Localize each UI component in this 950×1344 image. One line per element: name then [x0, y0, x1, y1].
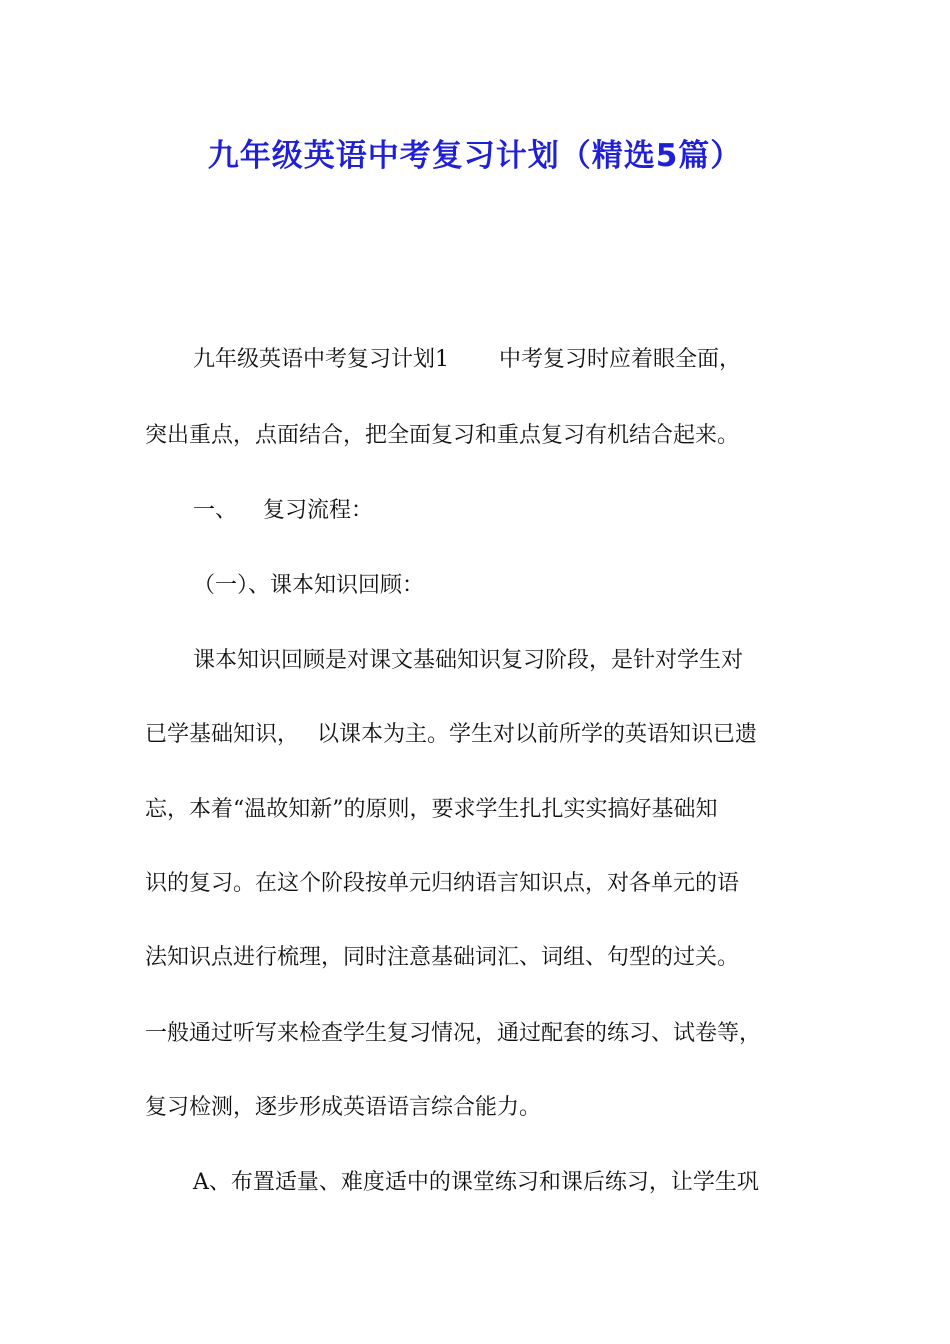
paragraph-line-2: 突出重点，点面结合，把全面复习和重点复习有机结合起来。 — [145, 423, 740, 448]
paragraph-line-1 — [193, 345, 883, 375]
text-span: 中考复习时应着眼全面， — [499, 347, 742, 372]
paragraph-line-10: 一般通过听写来检查学生复习情况，通过配套的练习、试卷等， — [145, 1021, 762, 1046]
section-heading: 复习流程： — [263, 498, 374, 523]
paragraph-line-11: 复习检测，逐步形成英语语言综合能力。 — [145, 1095, 542, 1120]
section-heading: 九年级英语中考复习计划1 — [193, 347, 449, 372]
paragraph-line-8: 识的复习。在这个阶段按单元归纳语言知识点，对各单元的语 — [145, 871, 740, 896]
paragraph-line-7: 忘，本着“温故知新”的原则，要求学生扎扎实实搞好基础知 — [145, 797, 718, 822]
paragraph-line-4: （一）、课本知识回顾： — [193, 573, 425, 598]
paragraph-line-3 — [193, 496, 883, 526]
paragraph-line-5: 课本知识回顾是对课文基础知识复习阶段，是针对学生对 — [193, 648, 744, 673]
document-title: 九年级英语中考复习计划（精选5篇） — [207, 138, 743, 174]
text-span: 以课本为主。学生对以前所学的英语知识已遗 — [317, 722, 758, 747]
list-number: 一、 — [193, 498, 238, 523]
paragraph-line-9: 法知识点进行梳理，同时注意基础词汇、词组、句型的过关。 — [145, 945, 740, 970]
paragraph-line-6 — [145, 720, 835, 750]
paragraph-line-12: A、布置适量、难度适中的课堂练习和课后练习，让学生巩 — [193, 1170, 759, 1195]
text-span: 已学基础知识， — [145, 722, 300, 747]
